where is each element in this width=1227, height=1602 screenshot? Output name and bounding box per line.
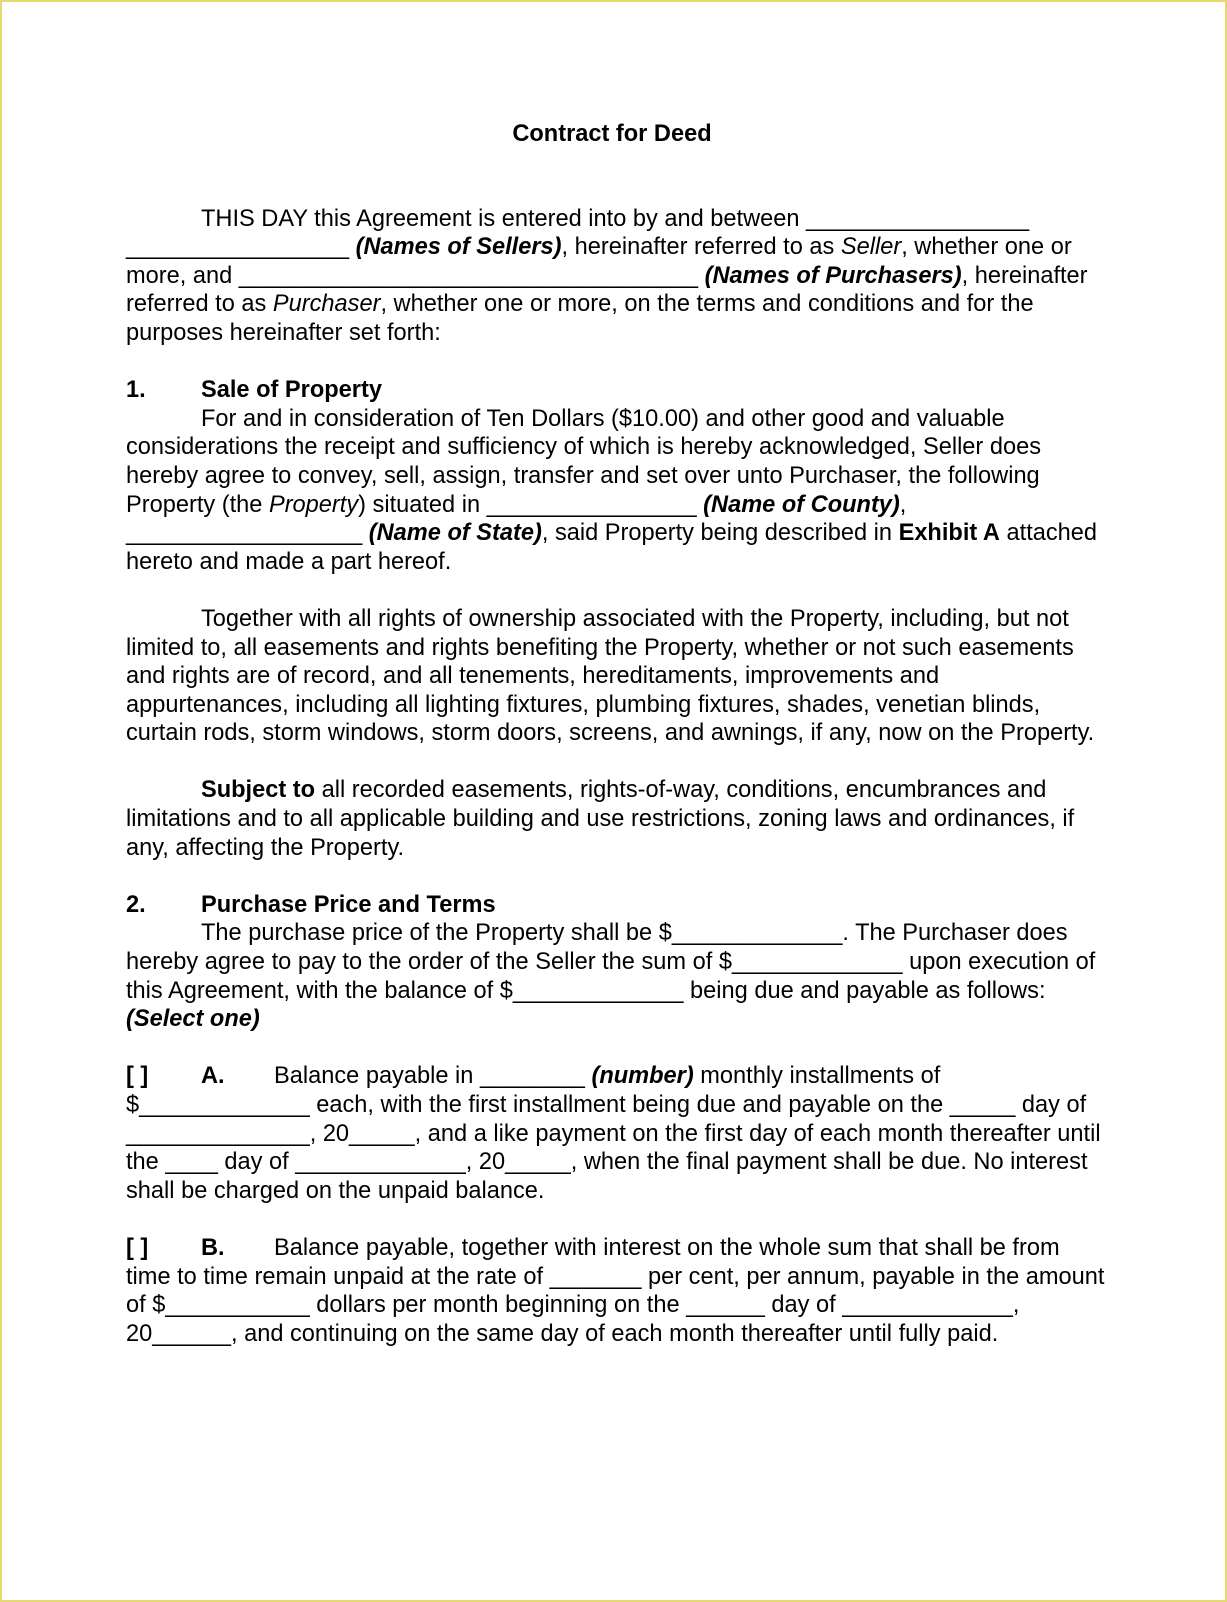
option-a-text-1: Balance payable in ________ [274,1063,585,1090]
property-term: Property [268,491,359,518]
option-a-text-2: monthly installments of $_____________ each, with the first installment being due and payable on the _____ day of ______________, 20_____, and a like payment on the first day of each month thereafter until the ____ day of _____________, 20_____, when the final payment shall be due. No interest shall be charged on the unpaid balance. [126,1063,1101,1204]
name-of-state-label: (Name of State) [368,520,542,547]
section-2-paragraph-1 [126,919,1106,1033]
purchaser-term: Purchaser [272,291,381,318]
section-2-number: 2. [126,891,146,918]
name-of-county-label: (Name of County) [703,491,900,518]
intro-text-5: , whether one or more, on the terms and conditions and for the purposes hereinafter set forth: [126,291,1034,346]
option-b-paragraph [126,1234,1106,1348]
intro-text-1: THIS DAY this Agreement is entered into by and between _________________ _________________ [126,205,1030,261]
section-2-title: Purchase Price and Terms [201,891,496,918]
subject-to-label: Subject to [201,777,316,804]
section-1-number: 1. [126,377,146,404]
section-1-title: Sale of Property [201,377,382,404]
section-1-text-c: , __________________ [126,491,907,547]
section-1-text-e: attached hereto and made a part hereof. [126,520,1098,575]
intro-text-4: , hereinafter referred to as [126,262,1088,318]
section-1-text-a: For and in consideration of Ten Dollars ($10.00) and other good and valuable considerations the receipt and sufficiency of which is hereby acknowledged, Seller does hereby agree to convey, sell, assign, transfer and set over unto Purchaser, the following Property (the [126,405,1042,518]
section-1-text-b: ) situated in ________________ [358,491,697,518]
number-label: (number) [591,1063,694,1090]
option-b-text-1: Balance payable, together with interest on the whole sum that shall be from time to time remain unpaid at the rate of _______ per cent, per annum, payable in the amount of $___________ dollars per month beginning on the ______ day of _____________, 20______, and continuing on the same day of each month thereafter until fully paid. [126,1234,1105,1347]
option-a-checkbox[interactable]: [ ] [126,1063,149,1090]
document-body [126,120,1106,1348]
section-1-paragraph-1 [126,405,1106,577]
section-1-heading [126,376,1106,405]
intro-paragraph [126,205,1106,348]
option-a-letter: A. [201,1063,225,1090]
names-of-purchasers-label: (Names of Purchasers) [704,262,962,289]
option-b-checkbox[interactable]: [ ] [126,1234,149,1261]
section-2-heading [126,891,1106,920]
section-1-text-p3: all recorded easements, rights-of-way, conditions, encumbrances and limitations and to all applicable building and use restrictions, zoning laws and ordinances, if any, affecting the Property. [126,777,1075,861]
option-b-letter: B. [201,1234,225,1261]
option-a-paragraph [126,1062,1106,1205]
intro-text-3: , whether one or more, and ___________________________________ [126,234,1072,289]
section-1-paragraph-2: Together with all rights of ownership associated with the Property, including, but not limited to, all easements and rights benefiting the Property, whether or not such easements and rights are of record, and all tenements, hereditaments, improvements and appurtenances, including all lighting fixtures, plumbing fixtures, shades, venetian blinds, curtain rods, storm windows, storm doors, screens, and awnings, if any, now on the Property. [126,605,1095,747]
select-one-label: (Select one) [126,1006,260,1033]
section-2-text-p1: The purchase price of the Property shall be $_____________. The Purchaser does hereby agree to pay to the order of the Seller the sum of $_____________ upon execution of this Agreement, with the balance of $_____________ being due and payable as follows: [126,920,1096,1004]
section-1-text-d: , said Property being described in [541,520,893,547]
intro-text-2: , hereinafter referred to as [561,234,835,261]
document-title: Contract for Deed [512,121,712,147]
seller-term: Seller [840,234,902,261]
section-1-paragraph-3 [126,776,1106,862]
exhibit-a-reference: Exhibit A [898,520,1000,547]
names-of-sellers-label: (Names of Sellers) [355,234,562,261]
